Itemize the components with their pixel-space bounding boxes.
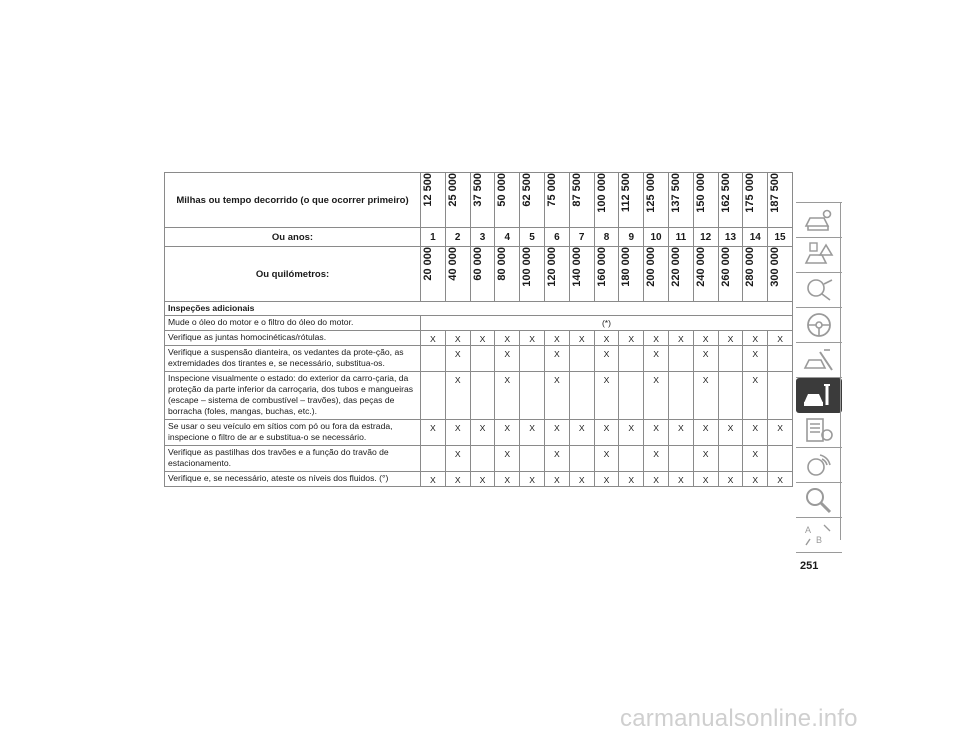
interval-mark: X: [445, 420, 470, 446]
interval-value: 125 000: [645, 173, 658, 213]
task-label: Verifique e, se necessário, ateste os níveis dos fluidos. (°): [165, 472, 421, 487]
car-safety-warning-icon: [802, 241, 836, 269]
interval-mark: X: [495, 472, 520, 487]
interval-mark: X: [668, 472, 693, 487]
multimedia-icon: [802, 451, 836, 479]
interval-mark: [668, 446, 693, 472]
years-header-row-label: Ou anos:: [165, 228, 421, 247]
interval-mark: [668, 372, 693, 420]
interval-value: 200 000: [645, 247, 658, 287]
interval-mark: X: [743, 420, 768, 446]
svg-text:B: B: [816, 535, 823, 545]
interval-mark: X: [619, 331, 644, 346]
interval-value: 100 000: [595, 173, 608, 213]
interval-value: 300 000: [769, 247, 782, 287]
table-row: [165, 446, 793, 472]
miles-header-row-value: [495, 173, 520, 228]
interval-mark: X: [470, 472, 495, 487]
interval-value: 60 000: [471, 247, 484, 281]
interval-mark: X: [544, 472, 569, 487]
interval-mark: [668, 346, 693, 372]
interval-mark: [718, 372, 743, 420]
km-header-row-value: [470, 247, 495, 302]
interval-mark: X: [693, 420, 718, 446]
interval-mark: X: [743, 446, 768, 472]
interval-mark: X: [668, 420, 693, 446]
interval-value: 240 000: [694, 247, 707, 287]
interval-value: 260 000: [719, 247, 732, 287]
interval-mark: X: [693, 446, 718, 472]
km-header-row-value: [445, 247, 470, 302]
miles-header-row-value: [544, 173, 569, 228]
chapter-tab[interactable]: [796, 378, 842, 413]
km-header-row-value: [668, 247, 693, 302]
interval-mark: X: [544, 420, 569, 446]
interval-mark: [569, 346, 594, 372]
interval-mark: X: [520, 420, 545, 446]
km-header-row-value: [619, 247, 644, 302]
interval-mark: X: [644, 331, 669, 346]
chapter-tab[interactable]: [796, 343, 842, 378]
interval-mark: X: [644, 372, 669, 420]
table-row: [165, 420, 793, 446]
interval-value: 280 000: [744, 247, 757, 287]
interval-mark: X: [668, 331, 693, 346]
chapter-tab[interactable]: [796, 308, 842, 343]
interval-mark: X: [520, 331, 545, 346]
interval-value: 80 000: [496, 247, 509, 281]
interval-mark: [768, 446, 793, 472]
interval-mark: X: [693, 472, 718, 487]
interval-mark: X: [495, 331, 520, 346]
maintenance-schedule-table: [164, 172, 793, 487]
interval-value: 137 500: [669, 173, 682, 213]
interval-mark: [619, 372, 644, 420]
interval-mark: X: [743, 331, 768, 346]
section-row: [165, 302, 793, 316]
years-header-row-value: 11: [668, 228, 693, 247]
chapter-tab[interactable]: [796, 238, 842, 273]
miles-header-row-value: [718, 173, 743, 228]
interval-value: 25 000: [446, 173, 459, 207]
interval-mark: X: [768, 472, 793, 487]
interval-value: 75 000: [545, 173, 558, 207]
interval-mark: X: [594, 420, 619, 446]
interval-value: 62 500: [521, 173, 534, 207]
miles-header-row-label: Milhas ou tempo decorrido (o que ocorrer primeiro): [165, 173, 421, 228]
km-header-row-value: [768, 247, 793, 302]
chapter-tab[interactable]: [796, 273, 842, 308]
km-header-row-value: [718, 247, 743, 302]
miles-header-row-value: [644, 173, 669, 228]
interval-mark: X: [718, 472, 743, 487]
interval-value: 160 000: [595, 247, 608, 287]
chapter-tab[interactable]: [796, 202, 842, 238]
km-header-row-value: [569, 247, 594, 302]
interval-mark: [520, 346, 545, 372]
miles-header-row-value: [668, 173, 693, 228]
interval-mark: X: [495, 420, 520, 446]
interval-mark: [718, 346, 743, 372]
interval-mark: X: [495, 446, 520, 472]
interval-mark: [470, 372, 495, 420]
table-row: [165, 472, 793, 487]
km-header-row-value: [544, 247, 569, 302]
interval-mark: X: [544, 446, 569, 472]
years-header-row-value: 15: [768, 228, 793, 247]
language-index-icon: [802, 521, 836, 549]
interval-mark: [421, 446, 446, 472]
interval-mark: [619, 446, 644, 472]
interval-mark: X: [693, 346, 718, 372]
svg-text:A: A: [805, 525, 812, 535]
years-header-row-value: 2: [445, 228, 470, 247]
miles-header-row-value: [569, 173, 594, 228]
interval-mark: X: [544, 346, 569, 372]
table-row: [165, 331, 793, 346]
interval-mark: X: [594, 446, 619, 472]
km-header-row-value: [421, 247, 446, 302]
years-header-row-value: 6: [544, 228, 569, 247]
miles-header-row-value: [421, 173, 446, 228]
interval-mark: X: [743, 372, 768, 420]
miles-header-row-value: [594, 173, 619, 228]
km-header-row: [165, 247, 793, 302]
years-header-row-value: 14: [743, 228, 768, 247]
task-label: Verifique a suspensão dianteira, os vedantes da prote-ção, as extremidades dos tirantes e, se necessário, substitua-os.: [165, 346, 421, 372]
interval-value: 12 500: [422, 173, 434, 207]
interval-mark: X: [445, 331, 470, 346]
section-title: Inspeções adicionais: [165, 302, 793, 316]
interval-mark: [520, 446, 545, 472]
interval-mark: X: [594, 472, 619, 487]
interval-mark: X: [594, 372, 619, 420]
technical-specifications-icon: [802, 416, 836, 444]
miles-header-row-value: [445, 173, 470, 228]
interval-mark: [421, 346, 446, 372]
interval-mark: X: [619, 420, 644, 446]
interval-value: 162 500: [719, 173, 732, 213]
interval-mark: X: [718, 331, 743, 346]
miles-header-row-value: [470, 173, 495, 228]
interval-value: 112 500: [620, 173, 633, 213]
km-header-row-value: [743, 247, 768, 302]
interval-mark: X: [644, 420, 669, 446]
chapter-tab[interactable]: [796, 448, 842, 483]
car-service-tools-icon: [802, 381, 836, 409]
interval-mark: X: [421, 331, 446, 346]
miles-header-row-value: [619, 173, 644, 228]
starting-operating-icon: [802, 276, 836, 304]
miles-header-row: [165, 173, 793, 228]
interval-mark: [619, 346, 644, 372]
interval-mark: X: [421, 420, 446, 446]
interval-mark: X: [520, 472, 545, 487]
interval-mark: X: [569, 420, 594, 446]
km-header-row-value: [693, 247, 718, 302]
interval-value: 40 000: [446, 247, 459, 281]
car-dashboard-icon: [802, 206, 836, 234]
interval-mark: X: [644, 472, 669, 487]
interval-mark: [569, 446, 594, 472]
interval-mark: X: [644, 446, 669, 472]
interval-mark: X: [644, 346, 669, 372]
miles-header-row-value: [693, 173, 718, 228]
interval-mark: X: [768, 331, 793, 346]
interval-value: 175 000: [744, 173, 757, 213]
interval-mark: X: [743, 346, 768, 372]
years-header-row: [165, 228, 793, 247]
years-header-row-value: 1: [421, 228, 446, 247]
chapter-tab[interactable]: [796, 518, 842, 553]
interval-mark: X: [544, 331, 569, 346]
task-label: Inspecione visualmente o estado: do exterior da carro-çaria, da proteção da parte inferior da carroçaria, dos tubos e mangueiras (escape – sistema de combustível – travões), das peças de borracha (foles, mangas, buchas, etc.).: [165, 372, 421, 420]
table-row: [165, 372, 793, 420]
page-number: 251: [800, 560, 819, 572]
km-header-row-value: [594, 247, 619, 302]
interval-mark: X: [470, 420, 495, 446]
interval-mark: X: [693, 331, 718, 346]
chapter-index: [796, 202, 842, 553]
interval-mark: X: [594, 346, 619, 372]
interval-mark: [768, 372, 793, 420]
interval-value: 20 000: [422, 247, 434, 281]
task-label: Verifique as juntas homocinéticas/rótulas.: [165, 331, 421, 346]
interval-mark: X: [743, 472, 768, 487]
interval-mark: [421, 372, 446, 420]
interval-value: 100 000: [521, 247, 534, 287]
interval-mark: X: [445, 472, 470, 487]
interval-mark: X: [619, 472, 644, 487]
task-note: (*): [421, 316, 793, 331]
table-row: [165, 346, 793, 372]
interval-mark: X: [569, 331, 594, 346]
km-header-row-value: [495, 247, 520, 302]
miles-header-row-value: [743, 173, 768, 228]
years-header-row-value: 4: [495, 228, 520, 247]
interval-mark: X: [495, 372, 520, 420]
interval-value: 50 000: [496, 173, 509, 207]
interval-mark: [470, 446, 495, 472]
search-index-icon: [802, 486, 836, 514]
interval-mark: [718, 446, 743, 472]
years-header-row-value: 7: [569, 228, 594, 247]
interval-mark: X: [544, 372, 569, 420]
car-emergency-icon: [802, 346, 836, 374]
interval-mark: X: [495, 346, 520, 372]
years-header-row-value: 12: [693, 228, 718, 247]
years-header-row-value: 13: [718, 228, 743, 247]
interval-value: 37 500: [471, 173, 484, 207]
years-header-row-value: 9: [619, 228, 644, 247]
task-label: Mude o óleo do motor e o filtro do óleo do motor.: [165, 316, 421, 331]
interval-value: 187 500: [769, 173, 782, 213]
interval-mark: X: [421, 472, 446, 487]
chapter-tab[interactable]: [796, 413, 842, 448]
interval-mark: X: [445, 346, 470, 372]
interval-mark: X: [594, 331, 619, 346]
watermark: carmanualsonline.info: [620, 705, 858, 732]
index-divider: [840, 202, 841, 540]
interval-mark: [470, 346, 495, 372]
steering-wheel-icon: [802, 311, 836, 339]
interval-mark: X: [445, 372, 470, 420]
interval-value: 87 500: [570, 173, 583, 207]
interval-mark: [520, 372, 545, 420]
interval-mark: X: [693, 372, 718, 420]
km-header-row-value: [644, 247, 669, 302]
chapter-tab[interactable]: [796, 483, 842, 518]
miles-header-row-value: [520, 173, 545, 228]
years-header-row-value: 5: [520, 228, 545, 247]
interval-mark: [569, 372, 594, 420]
table-row: [165, 316, 793, 331]
years-header-row-value: 8: [594, 228, 619, 247]
interval-mark: X: [569, 472, 594, 487]
interval-value: 220 000: [669, 247, 682, 287]
task-label: Verifique as pastilhas dos travões e a função do travão de estacionamento.: [165, 446, 421, 472]
interval-mark: X: [718, 420, 743, 446]
miles-header-row-value: [768, 173, 793, 228]
interval-value: 180 000: [620, 247, 633, 287]
interval-mark: X: [445, 446, 470, 472]
interval-mark: [768, 346, 793, 372]
km-header-row-value: [520, 247, 545, 302]
years-header-row-value: 10: [644, 228, 669, 247]
interval-value: 150 000: [694, 173, 707, 213]
interval-mark: X: [470, 331, 495, 346]
task-label: Se usar o seu veículo em sítios com pó ou fora da estrada, inspecione o filtro de ar e substitua-o se necessário.: [165, 420, 421, 446]
interval-value: 140 000: [570, 247, 583, 287]
interval-value: 120 000: [545, 247, 558, 287]
years-header-row-value: 3: [470, 228, 495, 247]
interval-mark: X: [768, 420, 793, 446]
km-header-row-label: Ou quilómetros:: [165, 247, 421, 302]
